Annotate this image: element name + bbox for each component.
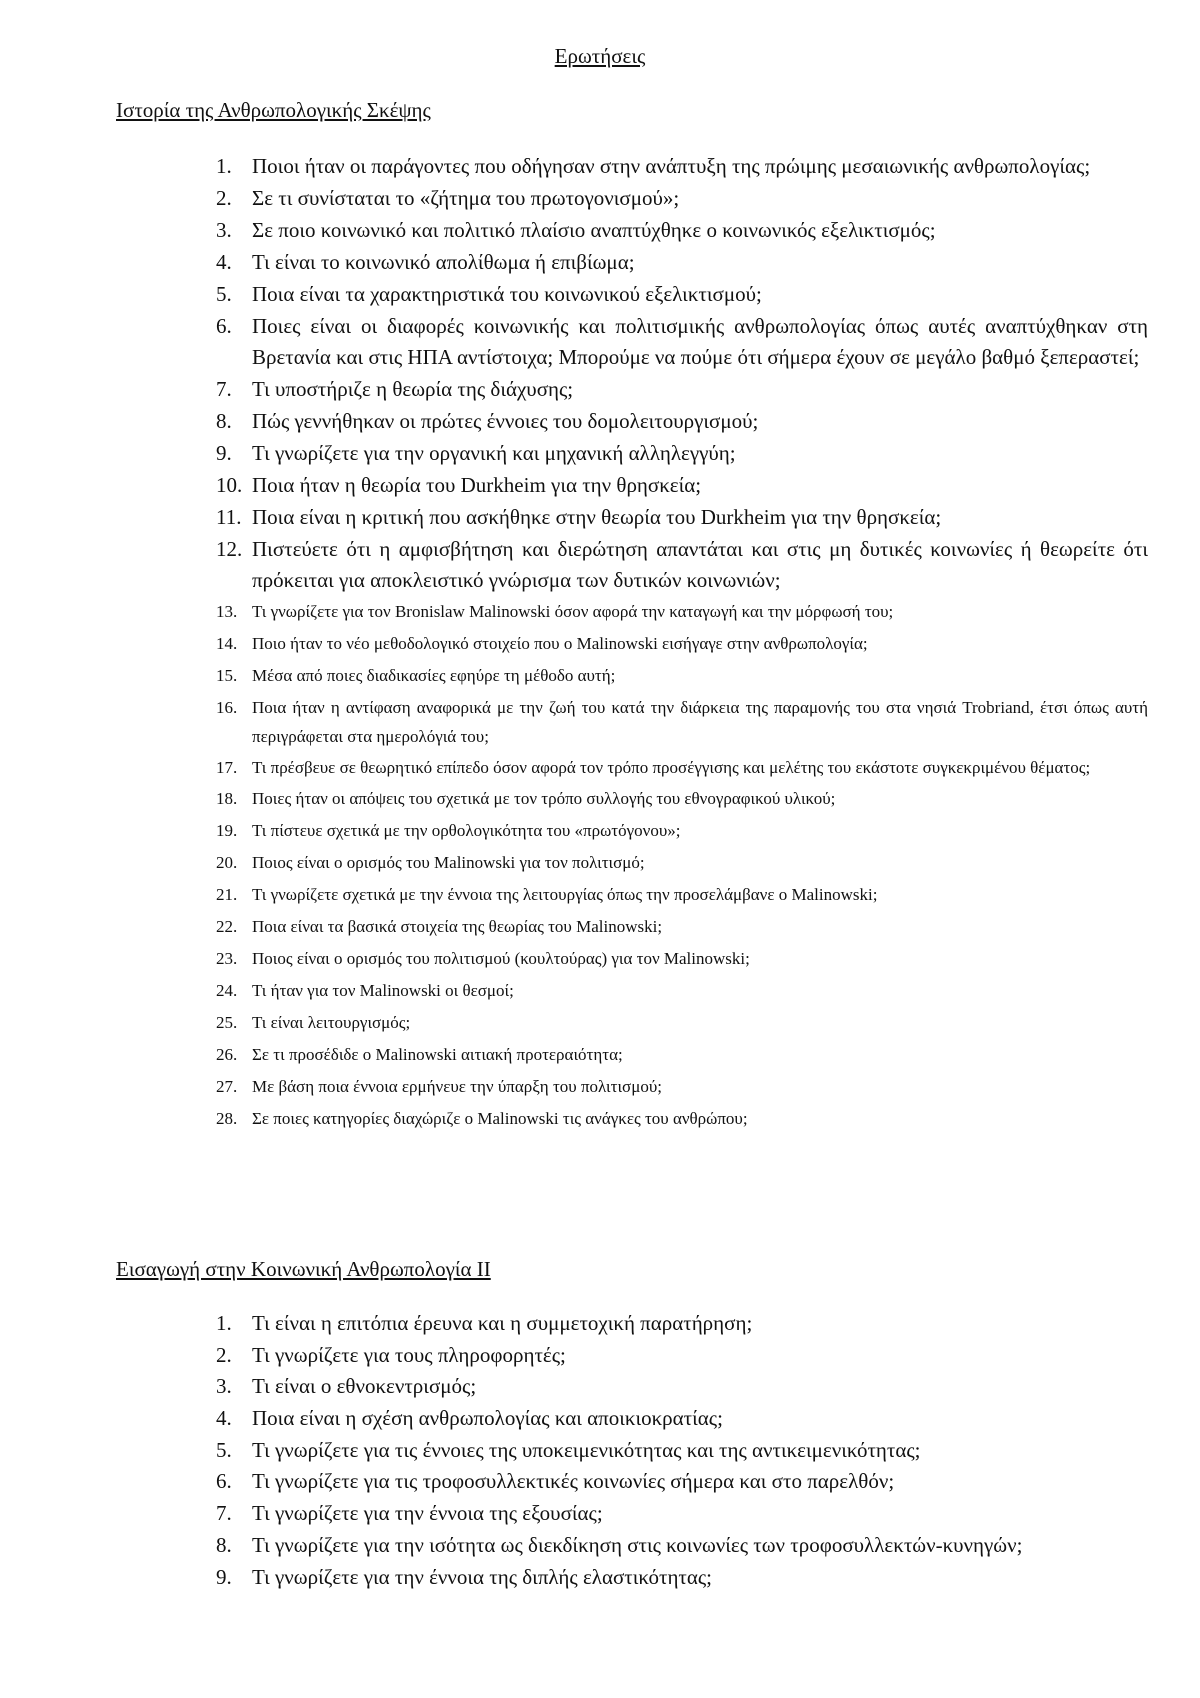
question-item (216, 976, 1148, 1006)
question-text: Ποια ήταν η θεωρία του Durkheim για την θρησκεία; (252, 473, 702, 497)
question-item (216, 816, 1148, 846)
question-number: 7. (216, 377, 232, 401)
document-title: Ερωτήσεις (554, 44, 646, 68)
question-number: 26. (216, 1045, 238, 1064)
question-number: 9. (216, 441, 232, 465)
question-number: 7. (216, 1501, 232, 1526)
question-text: Με βάση ποια έννοια ερμήνευε την ύπαρξη του πολιτισμού; (252, 1077, 662, 1096)
question-text: Τι γνωρίζετε για τις έννοιες της υποκειμενικότητας και της αντικειμενικότητας; (252, 1437, 921, 1462)
question-item (216, 1072, 1148, 1102)
question-number: 8. (216, 409, 232, 433)
question-item (216, 374, 1148, 405)
question-item (216, 534, 1148, 596)
question-number: 3. (216, 218, 232, 242)
question-text: Σε ποιο κοινωνικό και πολιτικό πλαίσιο αναπτύχθηκε ο κοινωνικός εξελικτισμός; (252, 218, 936, 242)
question-text: Ποιες είναι οι διαφορές κοινωνικής και πολιτισμικής ανθρωπολογίας όπως αυτές αναπτύχθηκαν στη Βρετανία και στις ΗΠΑ αντίστοιχα; Μπορούμε να πούμε ότι σήμερα έχουν σε μεγάλο βαθμό ξεπεραστεί; (252, 314, 1148, 369)
question-item (216, 1008, 1148, 1038)
question-text: Τι είναι η επιτόπια έρευνα και η συμμετοχική παρατήρηση; (252, 1311, 753, 1335)
question-text: Τι γνωρίζετε για την έννοια της διπλής ελαστικότητας; (252, 1564, 713, 1589)
question-list-history (216, 151, 1148, 1136)
question-number: 3. (216, 1374, 232, 1399)
question-number: 1. (216, 1311, 232, 1335)
question-item (216, 753, 1148, 782)
question-text: Μέσα από ποιες διαδικασίες εφηύρε τη μέθοδο αυτή; (252, 666, 616, 685)
question-number: 17. (216, 758, 238, 777)
question-text: Ποια είναι η κριτική που ασκήθηκε στην θεωρία του Durkheim για την θρησκεία; (252, 505, 942, 529)
question-text: Τι είναι ο εθνοκεντρισμός; (252, 1374, 477, 1399)
question-number: 4. (216, 1406, 232, 1431)
question-number: 6. (216, 314, 232, 338)
question-item (216, 1530, 1148, 1561)
question-item (216, 1308, 1148, 1339)
question-text: Ποια είναι τα βασικά στοιχεία της θεωρίας του Malinowski; (252, 917, 663, 936)
question-item (216, 279, 1148, 310)
question-number: 2. (216, 1342, 232, 1367)
question-item (216, 597, 1148, 627)
question-number: 5. (216, 1437, 232, 1462)
question-number: 13. (216, 602, 238, 621)
question-number: 2. (216, 186, 232, 210)
question-number: 15. (216, 666, 238, 685)
section-heading-intro: Εισαγωγή στην Κοινωνική Ανθρωπολογία ΙΙ (116, 1257, 491, 1281)
question-item (216, 247, 1148, 278)
question-number: 5. (216, 282, 232, 306)
question-item (216, 1562, 1148, 1593)
question-item (216, 215, 1148, 246)
question-text: Πώς γεννήθηκαν οι πρώτες έννοιες του δομολειτουργισμού; (252, 409, 759, 433)
question-text: Σε τι συνίσταται το «ζήτημα του πρωτογονισμού»; (252, 186, 680, 210)
question-number: 10. (216, 473, 243, 497)
question-number: 8. (216, 1532, 232, 1557)
question-text: Πιστεύετε ότι η αμφισβήτηση και διερώτηση απαντάται και στις μη δυτικές κοινωνίες ή θεωρείτε ότι πρόκειται για αποκλειστικό γνώρισμα των δυτικών κοινωνιών; (252, 537, 1148, 592)
question-number: 23. (216, 949, 238, 968)
question-number: 19. (216, 821, 238, 840)
question-item (216, 1040, 1148, 1070)
question-item (216, 151, 1148, 182)
question-number: 20. (216, 853, 238, 872)
question-text: Τι γνωρίζετε για την έννοια της εξουσίας; (252, 1501, 603, 1526)
question-item (216, 629, 1148, 659)
question-text: Ποιος είναι ο ορισμός του πολιτισμού (κουλτούρας) για τον Malinowski; (252, 949, 750, 968)
question-text: Τι γνωρίζετε για τον Bronislaw Malinowski όσον αφορά την καταγωγή και την μόρφωσή του; (252, 602, 894, 621)
question-number: 12. (216, 537, 243, 561)
question-number: 24. (216, 981, 238, 1000)
question-item (216, 183, 1148, 214)
section-heading-history: Ιστορία της Ανθρωπολογικής Σκέψης (116, 98, 431, 122)
question-item (216, 848, 1148, 878)
question-number: 27. (216, 1077, 238, 1096)
question-item (216, 470, 1148, 501)
question-text: Τι πρέσβευε σε θεωρητικό επίπεδο όσον αφορά τον τρόπο προσέγγισης και μελέτης του εκάστοτε συγκεκριμένου θέματος; (252, 758, 1091, 777)
question-text: Ποιες ήταν οι απόψεις του σχετικά με τον τρόπο συλλογής του εθνογραφικού υλικού; (252, 789, 836, 808)
question-item (216, 693, 1148, 751)
question-item (216, 784, 1148, 814)
question-item (216, 502, 1148, 533)
question-text: Τι γνωρίζετε για τις τροφοσυλλεκτικές κοινωνίες σήμερα και στο παρελθόν; (252, 1469, 895, 1494)
question-item (216, 1104, 1148, 1134)
question-number: 9. (216, 1564, 232, 1589)
question-item (216, 1435, 1148, 1466)
question-number: 18. (216, 789, 238, 808)
question-text: Τι είναι το κοινωνικό απολίθωμα ή επιβίωμα; (252, 250, 635, 274)
question-number: 4. (216, 250, 232, 274)
question-text: Τι γνωρίζετε για την οργανική και μηχανική αλληλεγγύη; (252, 441, 736, 465)
question-number: 28. (216, 1109, 238, 1128)
question-number: 11. (216, 505, 242, 529)
question-item (216, 880, 1148, 910)
question-text: Τι υποστήριζε η θεωρία της διάχυσης; (252, 377, 574, 401)
question-number: 16. (216, 698, 238, 717)
question-item (216, 944, 1148, 974)
question-item (216, 1340, 1148, 1371)
question-item (216, 1498, 1148, 1529)
question-item (216, 406, 1148, 437)
question-number: 25. (216, 1013, 238, 1032)
question-item (216, 1403, 1148, 1434)
question-text: Σε τι προσέδιδε ο Malinowski αιτιακή προτεραιότητα; (252, 1045, 623, 1064)
question-item (216, 1371, 1148, 1402)
question-text: Τι πίστευε σχετικά με την ορθολογικότητα του «πρωτόγονου»; (252, 821, 681, 840)
question-item (216, 438, 1148, 469)
question-text: Τι ήταν για τον Malinowski οι θεσμοί; (252, 981, 514, 1000)
question-text: Ποια ήταν η αντίφαση αναφορικά με την ζωή του κατά την διάρκεια της παραμονής του στα νησιά Trobriand, έτσι όπως αυτή περιγράφεται στα ημερολόγιά του; (252, 698, 1148, 746)
question-number: 21. (216, 885, 238, 904)
question-text: Σε ποιες κατηγορίες διαχώριζε ο Malinowski τις ανάγκες του ανθρώπου; (252, 1109, 748, 1128)
question-item (216, 311, 1148, 373)
question-text: Τι γνωρίζετε σχετικά με την έννοια της λειτουργίας όπως την προσελάμβανε ο Malinowski; (252, 885, 878, 904)
question-text: Τι είναι λειτουργισμός; (252, 1013, 411, 1032)
question-list-intro (216, 1308, 1148, 1593)
question-item (216, 912, 1148, 942)
question-text: Τι γνωρίζετε για τους πληροφορητές; (252, 1342, 566, 1367)
question-text: Τι γνωρίζετε για την ισότητα ως διεκδίκηση στις κοινωνίες των τροφοσυλλεκτών-κυνηγών; (252, 1532, 1023, 1557)
question-item (216, 1466, 1148, 1497)
question-number: 22. (216, 917, 238, 936)
question-text: Ποιοι ήταν οι παράγοντες που οδήγησαν στην ανάπτυξη της πρώιμης μεσαιωνικής ανθρωπολογίας; (252, 154, 1091, 178)
question-text: Ποιο ήταν το νέο μεθοδολογικό στοιχείο που ο Malinowski εισήγαγε στην ανθρωπολογία; (252, 634, 868, 653)
question-number: 6. (216, 1469, 232, 1494)
question-text: Ποια είναι τα χαρακτηριστικά του κοινωνικού εξελικτισμού; (252, 282, 762, 306)
question-number: 1. (216, 154, 232, 178)
question-text: Ποια είναι η σχέση ανθρωπολογίας και αποικιοκρατίας; (252, 1406, 723, 1431)
question-number: 14. (216, 634, 238, 653)
question-item (216, 661, 1148, 691)
question-text: Ποιος είναι ο ορισμός του Malinowski για τον πολιτισμό; (252, 853, 645, 872)
